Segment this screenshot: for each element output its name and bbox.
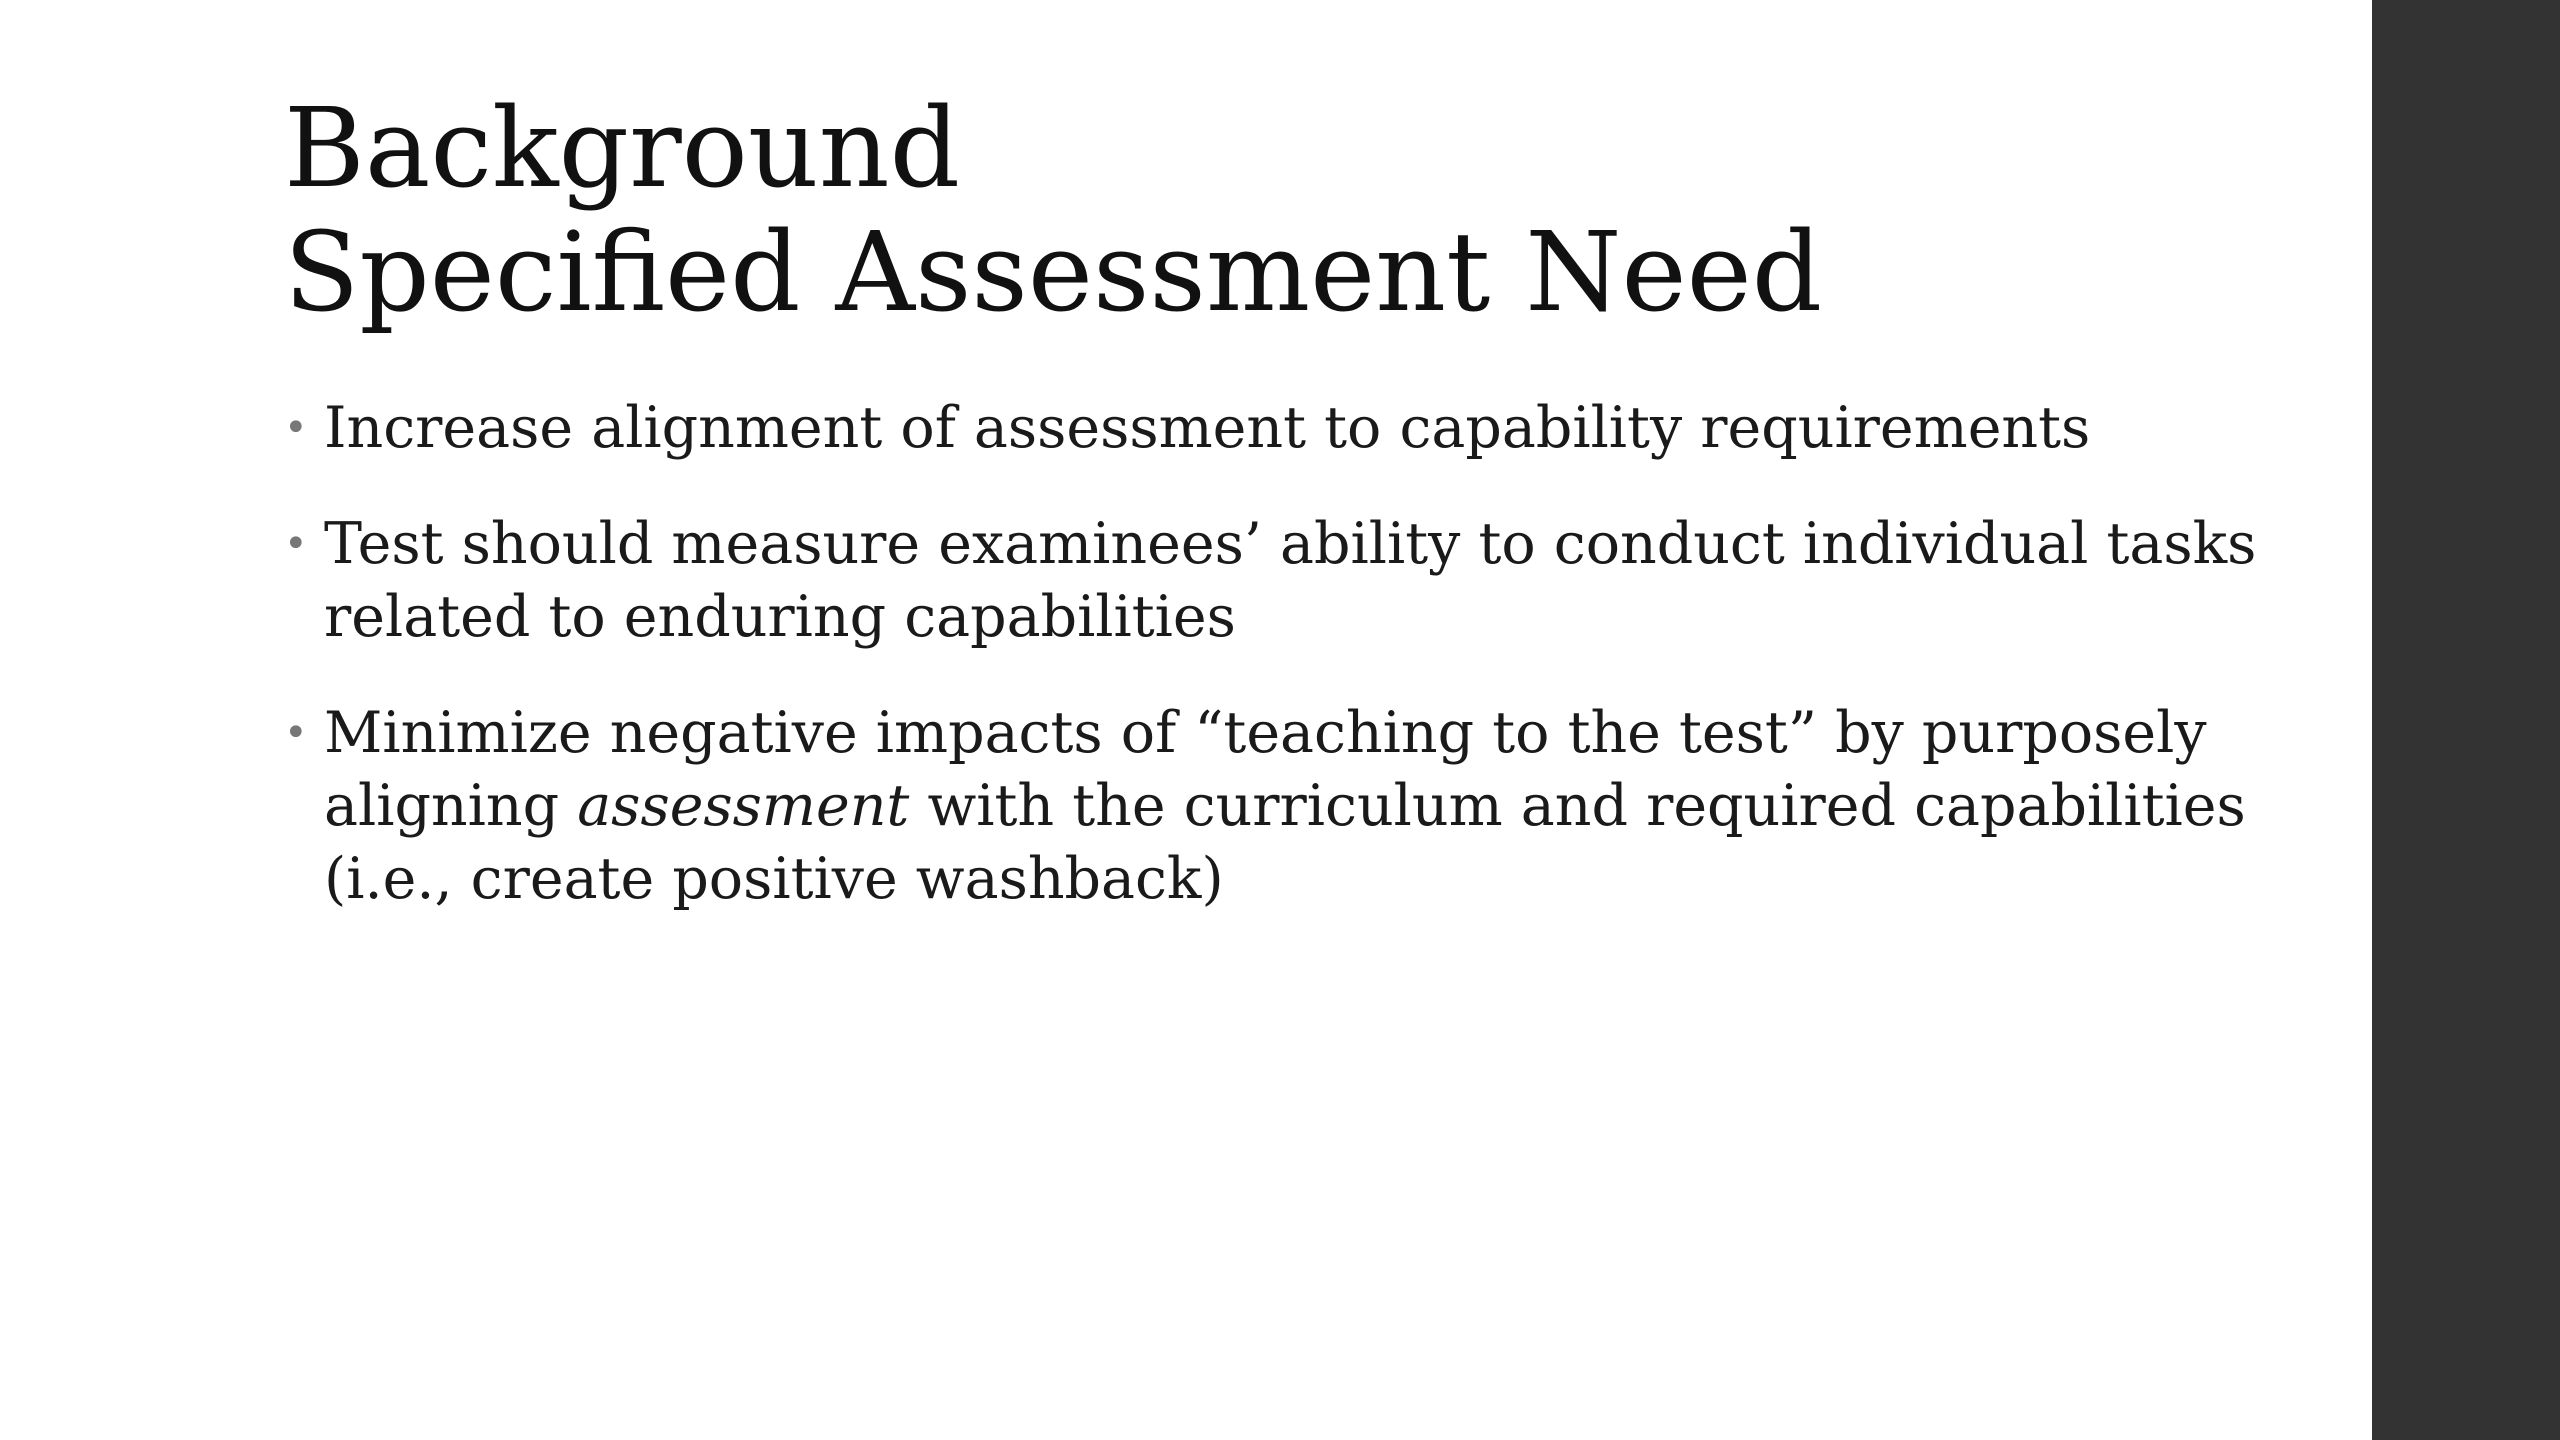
bullet-list (284, 392, 2264, 959)
title-line-1: Background (284, 84, 961, 212)
bullet-text: Increase alignment of assessment to capability requirements (324, 395, 2091, 461)
side-panel (2372, 0, 2560, 1440)
title-line-2: Specified Assessment Need (284, 208, 1823, 336)
bullet-text-after: with the curriculum and required capabilities (i.e., create positive washback) (324, 773, 2246, 912)
slide-title (284, 86, 2284, 334)
bullet-text-italic: assessment (577, 773, 910, 839)
bullet-item-alignment (284, 392, 2264, 465)
bullet-text: Test should measure examinees’ ability to conduct individual tasks related to enduring capabilities (324, 511, 2257, 650)
bullet-dot-icon: • (284, 405, 308, 451)
bullet-dot-icon: • (284, 521, 308, 567)
bullet-text (324, 700, 2246, 912)
bullet-item-washback (284, 697, 2264, 916)
bullet-dot-icon: • (284, 710, 308, 756)
bullet-text-before: Minimize negative impacts of “teaching to the test” by purposely aligning (324, 700, 2207, 839)
bullet-item-measure (284, 508, 2264, 654)
